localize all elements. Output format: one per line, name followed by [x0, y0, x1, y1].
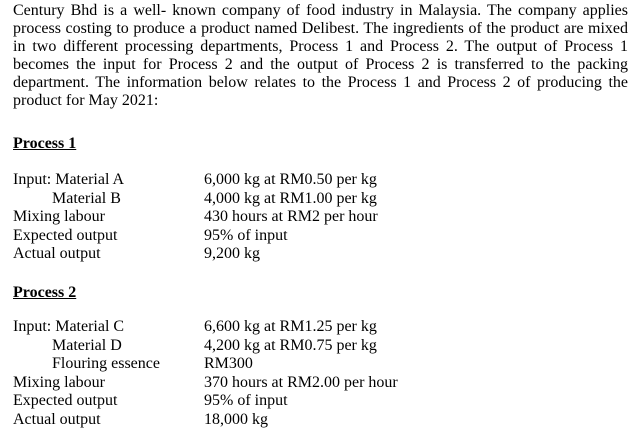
process-2-row [0, 411, 642, 430]
row-value: 6,600 kg at RM1.25 per kg [204, 318, 377, 335]
row-value: 6,000 kg at RM0.50 per kg [204, 171, 377, 188]
row-label: Input: Material A [13, 171, 125, 188]
row-value: 9,200 kg [204, 245, 260, 262]
row-label: Mixing labour [13, 208, 105, 225]
row-label: Mixing labour [13, 373, 105, 391]
row-label: Flouring essence [52, 355, 160, 372]
process-1-row [0, 227, 642, 246]
row-value: 4,200 kg at RM0.75 per kg [204, 336, 377, 354]
process-2-row [0, 374, 642, 393]
process-1-row [0, 208, 642, 227]
process-2-row [0, 355, 642, 374]
process-1-heading: Process 1 [13, 135, 77, 152]
row-value: 4,000 kg at RM1.00 per kg [204, 189, 377, 207]
process-2-row [0, 392, 642, 411]
row-value: 95% of input [204, 226, 288, 244]
process-2-row [0, 318, 642, 337]
process-1-row [0, 171, 642, 190]
row-value: 370 hours at RM2.00 per hour [204, 373, 398, 391]
row-label: Input: Material C [13, 318, 125, 335]
process-1-row [0, 190, 642, 209]
intro-paragraph: Century Bhd is a well- known company of food industry in Malaysia. The company applies process costing to produce a product named Delibest. The ingredients of the product are mixed in two different processing departments, Process 1 and Process 2. The output of Process 1 becomes the input for Process 2 and the output of Process 2 is transferred to the packing department. The information below relates to the Process 1 and Process 2 of producing the product for May 2021: [13, 2, 628, 109]
row-label: Actual output [13, 410, 101, 428]
row-label: Actual output [13, 245, 101, 262]
row-label: Expected output [13, 226, 118, 244]
process-2-row [0, 337, 642, 356]
row-value: 95% of input [204, 392, 288, 409]
row-value: 18,000 kg [204, 410, 268, 428]
process-2-heading: Process 2 [13, 284, 77, 301]
process-2-table [0, 318, 642, 429]
row-label: Expected output [13, 392, 118, 409]
process-1-row [0, 245, 642, 264]
row-label: Material B [52, 189, 121, 207]
row-label: Material D [52, 336, 122, 354]
row-value: RM300 [204, 355, 253, 372]
process-1-table [0, 171, 642, 264]
row-value: 430 hours at RM2 per hour [204, 208, 378, 225]
